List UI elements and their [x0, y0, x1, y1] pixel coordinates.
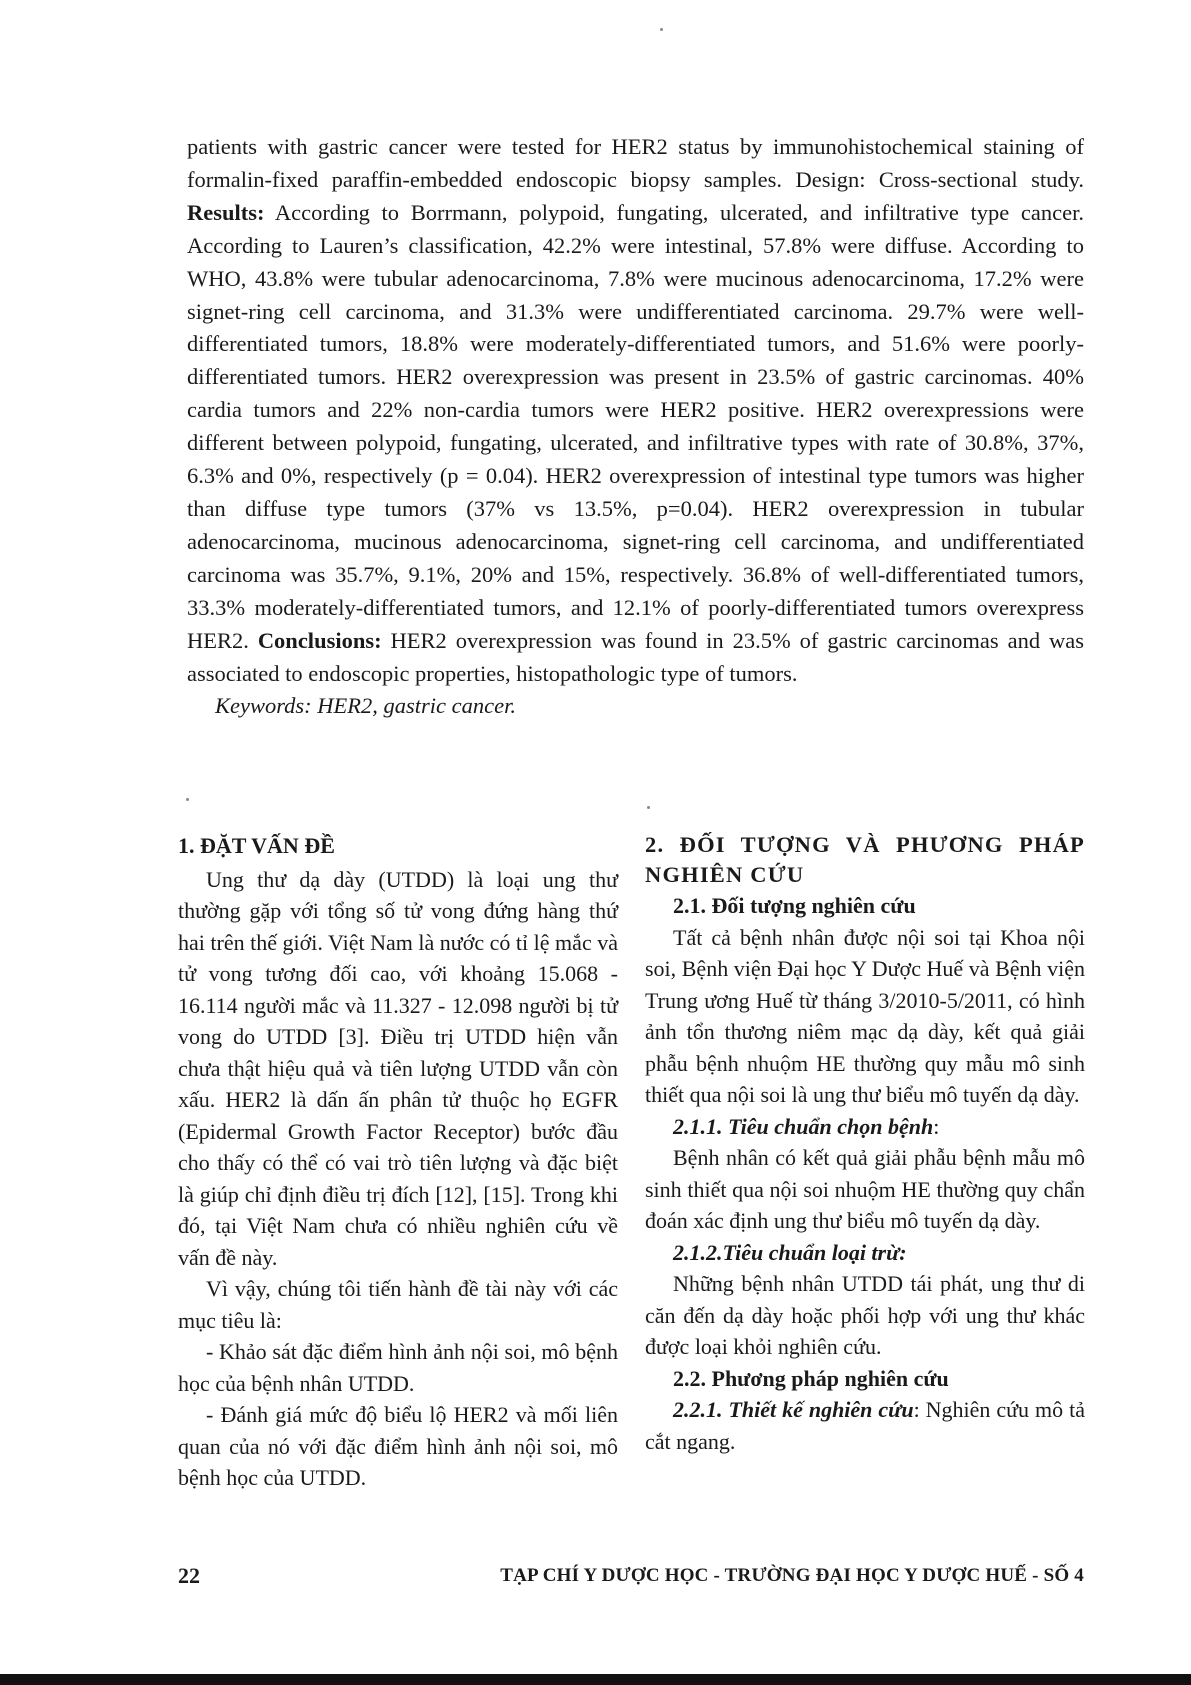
objective-1: - Khảo sát đặc điểm hình ảnh nội soi, mô bệnh học của bệnh nhân UTDD.: [178, 1339, 618, 1396]
scan-speck: [647, 806, 650, 809]
subheading-subjects: 2.1. Đối tượng nghiên cứu: [673, 893, 916, 918]
abstract: [187, 131, 1084, 723]
inclusion-title: 2.1.1. Tiêu chuẩn chọn bệnh: [673, 1113, 934, 1139]
scan-speck: [660, 28, 663, 31]
intro-paragraph: Ung thư dạ dày (UTDD) là loại ung thư thường gặp với tổng số tử vong đứng hàng thứ hai trên thế giới. Việt Nam là nước có tỉ lệ mắc và tử vong tương đối cao, với khoảng 15.068 - 16.114 người mắc và 11.327 - 12.098 người bị tử vong do UTDD [3]. Điều trị UTDD hiện vẫn chưa thật hiệu quả và tiên lượng UTDD vẫn còn xấu. HER2 là dấn ấn phân tử thuộc họ EGFR (Epidermal Growth Factor Receptor) bước đầu cho thấy có thể có vai trò tiên lượng và đặc biệt là giúp chỉ định điều trị đích [12], [15]. Trong khi đó, tại Việt Nam chưa có nhiều nghiên cứu về vấn đề này.: [178, 866, 618, 1270]
subjects-paragraph: Tất cả bệnh nhân được nội soi tại Khoa nội soi, Bệnh viện Đại học Y Dược Huế và Bệnh viện Trung ương Huế từ tháng 3/2010-5/2011, có hình ảnh tổn thương niêm mạc dạ dày, kết quả giải phẫu bệnh nhuộm HE thường quy mẫu mô sinh thiết qua nội soi là ung thư biểu mô tuyến dạ dày.: [645, 924, 1085, 1107]
design-paragraph: [645, 1394, 1085, 1457]
scan-speck: [186, 798, 189, 801]
conclusions-label: Conclusions:: [257, 627, 382, 653]
left-column: [178, 830, 618, 1494]
subheading-inclusion: [645, 1111, 1085, 1143]
design-text: : Nghiên cứu mô tả cắt ngang.: [645, 1397, 1085, 1454]
scan-border: [0, 1674, 1191, 1685]
results-label: Results:: [187, 199, 265, 225]
page-footer: [178, 1563, 1084, 1593]
section-heading-methods: 2. ĐỐI TƯỢNG VÀ PHƯƠNG PHÁP NGHIÊN CỨU: [645, 832, 1085, 887]
inclusion-colon: :: [933, 1113, 940, 1139]
objective-2: - Đánh giá mức độ biểu lộ HER2 và mối liên quan của nó với đặc điểm hình ảnh nội soi, mô bệnh học của UTDD.: [178, 1402, 618, 1490]
page-number: 22: [178, 1563, 200, 1588]
exclusion-paragraph: Những bệnh nhân UTDD tái phát, ung thư di căn đến dạ dày hoặc phối hợp với ung thư khác được loại khỏi nghiên cứu.: [645, 1271, 1085, 1359]
section-heading-intro: 1. ĐẶT VẤN ĐỀ: [178, 833, 335, 858]
abstract-body: [187, 131, 1084, 690]
subheading-exclusion: 2.1.2.Tiêu chuẩn loại trừ:: [673, 1239, 907, 1265]
abstract-text-2: According to Borrmann, polypoid, fungating, ulcerated, and infiltrative type cancer. According to Lauren’s classification, 42.2% were intestinal, 57.8% were diffuse. According to WHO, 43.8% were tubular adenocarcinoma, 7.8% were mucinous adenocarcinoma, 17.2% were signet-ring cell carcinoma, and 31.3% were undifferentiated carcinoma. 29.7% were well-differentiated tumors, 18.8% were moderately-differentiated tumors, and 51.6% were poorly-differentiated tumors. HER2 overexpression was present in 23.5% of gastric carcinomas. 40% cardia tumors and 22% non-cardia tumors were HER2 positive. HER2 overexpressions were different between polypoid, fungating, ulcerated, and infiltrative types with rate of 30.8%, 37%, 6.3% and 0%, respectively (p = 0.04). HER2 overexpression of intestinal type tumors was higher than diffuse type tumors (37% vs 13.5%, p=0.04). HER2 overexpression in tubular adenocarcinoma, mucinous adenocarcinoma, signet-ring cell carcinoma, and undifferentiated carcinoma was 35.7%, 9.1%, 20% and 15%, respectively. 36.8% of well-differentiated tumors, 33.3% moderately-differentiated tumors, and 12.1% of poorly-differentiated tumors overexpress HER2.: [187, 199, 1084, 653]
objectives-intro: Vì vậy, chúng tôi tiến hành đề tài này với các mục tiêu là:: [178, 1276, 618, 1333]
design-title: 2.2.1. Thiết kế nghiên cứu: [673, 1397, 914, 1422]
abstract-text-3: HER2 overexpression was found in 23.5% of gastric carcinomas and was associated to endoscopic properties, histopathologic type of tumors.: [187, 627, 1084, 686]
keywords: Keywords: HER2, gastric cancer.: [215, 693, 516, 719]
journal-title: TẠP CHÍ Y DƯỢC HỌC - TRƯỜNG ĐẠI HỌC Y DƯỢC HUẾ - SỐ 4: [500, 1565, 1084, 1586]
inclusion-paragraph: Bệnh nhân có kết quả giải phẫu bệnh mẫu mô sinh thiết qua nội soi nhuộm HE thường quy chẩn đoán xác định ung thư biểu mô tuyến dạ dày.: [645, 1145, 1085, 1233]
subheading-method: 2.2. Phương pháp nghiên cứu: [673, 1365, 949, 1391]
right-column: [645, 830, 1085, 1457]
abstract-text-1: patients with gastric cancer were tested for HER2 status by immunohistochemical staining of formalin-fixed paraffin-embedded endoscopic biopsy samples. Design: Cross-sectional study.: [187, 134, 1084, 192]
